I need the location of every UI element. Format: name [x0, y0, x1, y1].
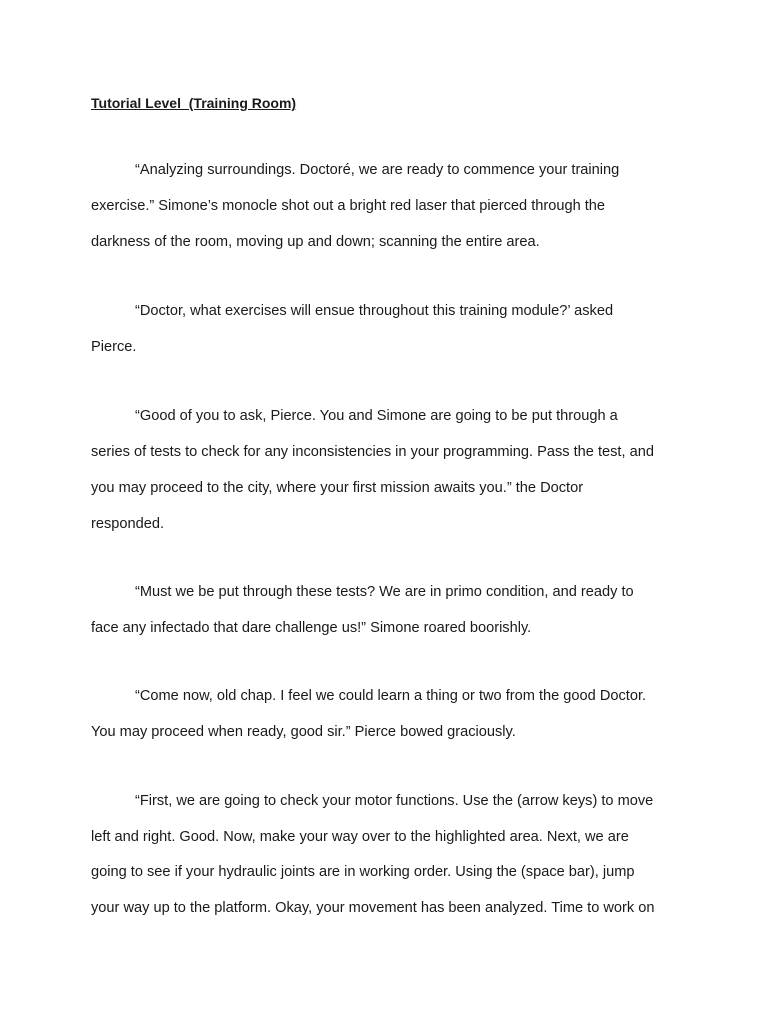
paragraph-3-line-1: “Good of you to ask, Pierce. You and Simone are going to be put through a: [135, 408, 618, 424]
paragraph-5-line-2: You may proceed when ready, good sir.” Pierce bowed graciously.: [91, 724, 516, 740]
paragraph-5-line-1: “Come now, old chap. I feel we could learn a thing or two from the good Doctor.: [135, 688, 647, 704]
paragraph-2-line-2: Pierce.: [91, 339, 137, 355]
paragraph-1-line-2: exercise.” Simone’s monocle shot out a bright red laser that pierced through the: [91, 198, 606, 214]
paragraph-4-line-1: “Must we be put through these tests? We are in primo condition, and ready to: [135, 584, 634, 600]
document-title: Tutorial Level (Training Room): [91, 95, 297, 111]
paragraph-1-line-1: “Analyzing surroundings. Doctoré, we are ready to commence your training: [135, 162, 620, 178]
paragraph-1-line-3: darkness of the room, moving up and down; scanning the entire area.: [91, 234, 540, 250]
paragraph-6-line-1: “First, we are going to check your motor functions. Use the (arrow keys) to move: [135, 793, 654, 809]
paragraph-6-line-2: left and right. Good. Now, make your way over to the highlighted area. Next, we are: [91, 829, 629, 845]
paragraph-3-line-2: series of tests to check for any inconsistencies in your programming. Pass the test, and: [91, 444, 654, 460]
paragraph-6-line-3: going to see if your hydraulic joints are in working order. Using the (space bar), jump: [91, 864, 635, 880]
paragraph-3-line-3: you may proceed to the city, where your first mission awaits you.” the Doctor: [91, 480, 584, 496]
paragraph-2-line-1: “Doctor, what exercises will ensue throughout this training module?’ asked: [135, 303, 614, 319]
paragraph-3-line-4: responded.: [91, 516, 165, 532]
paragraph-6-line-4: your way up to the platform. Okay, your movement has been analyzed. Time to work on: [91, 900, 655, 916]
paragraph-4-line-2: face any infectado that dare challenge us!” Simone roared boorishly.: [91, 620, 532, 636]
